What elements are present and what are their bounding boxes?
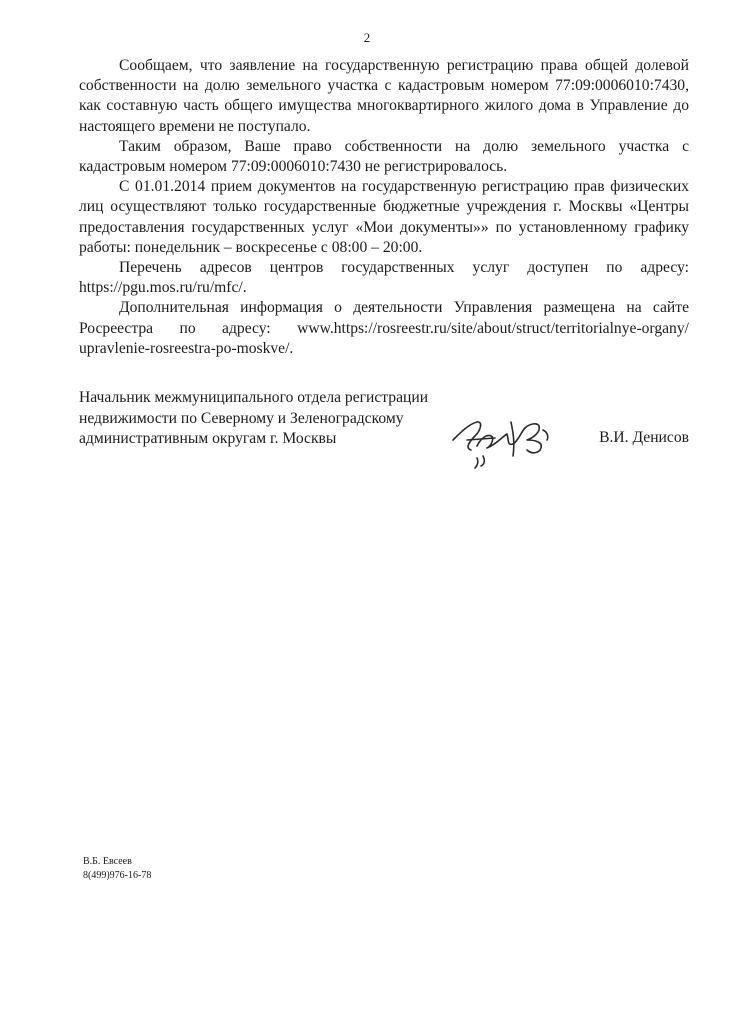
signer-title <box>79 388 469 450</box>
signer-name: В.И. Денисов <box>599 429 689 446</box>
executor-info <box>83 855 151 883</box>
page-number: 2 <box>363 30 371 45</box>
signer-title-line: недвижимости по Северному и Зеленоградскому <box>79 409 404 427</box>
letter-body <box>79 56 689 359</box>
paragraph-application-status: Сообщаем, что заявление на государственную регистрацию права общей долевой собственности на долю земельного участка с кадастровым номером 77:09:0006010:7430, как составную часть общего имущества многоквартирного жилого дома в Управление до настоящего времени не поступало. <box>79 57 689 135</box>
paragraph-additional-info: Дополнительная информация о деятельности Управления размещена на сайте Росреестра по адресу: www.https://rosreestr.ru/site/about/struct/territorialnye-organy/ upravlenie-rosreestra-po-moskve/. <box>79 299 689 357</box>
handwritten-signature <box>447 410 567 472</box>
paragraph-document-acceptance: С 01.01.2014 прием документов на государственную регистрацию прав физических лиц осуществляют только государственные бюджетные учреждения г. Москвы «Центры предоставления государственных услуг «Мои документы»» по установленному графику работы: понедельник – воскресенье с 08:00 – 20:00. <box>79 178 689 256</box>
signer-title-line: административным округам г. Москвы <box>79 430 337 447</box>
signature-block <box>79 388 689 478</box>
paragraph-conclusion: Таким образом, Ваше право собственности на долю земельного участка с кадастровым номером 77:09:0006010:7430 не регистрировалось. <box>79 137 689 176</box>
signer-title-line: Начальник межмуниципального отдела регистрации <box>79 389 429 406</box>
paragraph-centers-list: Перечень адресов центров государственных услуг доступен по адресу: https://pgu.mos.ru/ru/mfc/. <box>79 259 689 297</box>
executor-phone: 8(499)976-16-78 <box>83 870 152 881</box>
executor-name: В.Б. Евсеев <box>83 856 132 867</box>
